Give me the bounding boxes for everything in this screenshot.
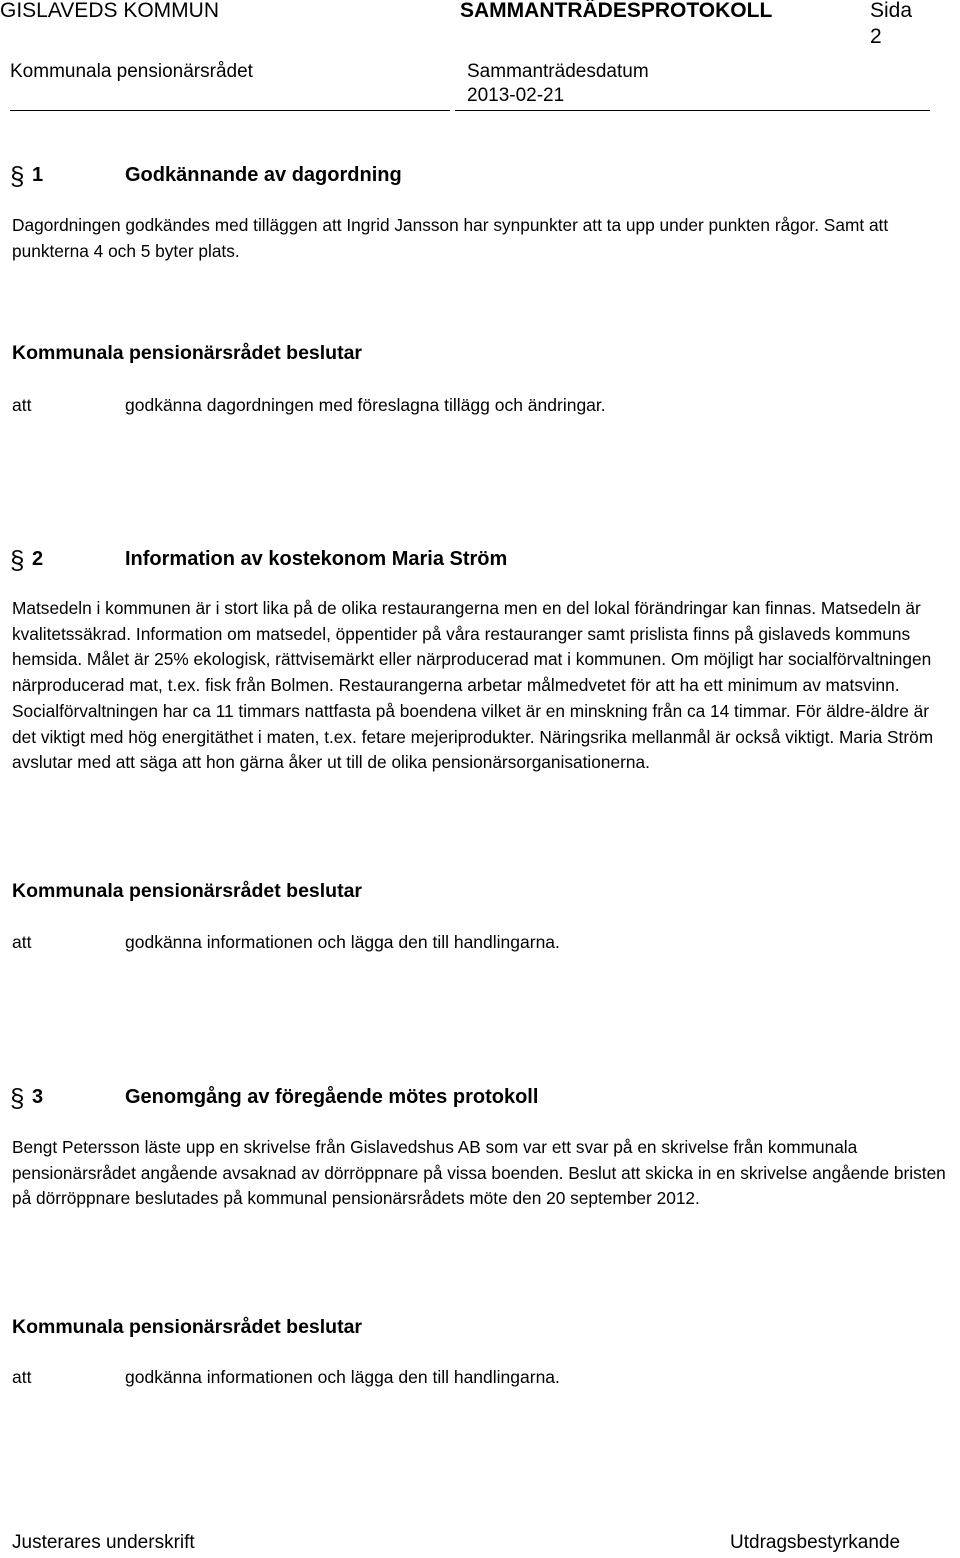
section-body: Matsedeln i kommunen är i stort lika på de olika restaurangerna men en del lokal förändringar kan finnas. Matsedeln är kvalitetssäkrad. Information om matsedel, öppentider på våra restauranger samt prislista finns på gislaveds kommuns hemsida. Målet är 25% ekologisk, rättvisemärkt eller närproducerad mat i kommunen. Om möjligt har socialförvaltningen närproducerad mat, t.ex. fisk från Bolmen. Restaurangerna arbetar målmedvetet för att ha ett minimum av matsvinn. Socialförvaltningen har ca 11 timmars nattfasta på boendena vilket är en minskning från ca 14 timmar. För äldre-äldre är det viktigt med hög energitäthet i maten, t.ex. fetare mejeriprodukter. Näringsrika mellanmål är också viktigt. Maria Ström avslutar med att säga att hon gärna åker ut till de olika pensionärsorganisationerna.	[12, 598, 934, 773]
decision-heading: Kommunala pensionärsrådet beslutar	[12, 1316, 363, 1338]
header-rule-right	[455, 110, 930, 111]
section-title: Genomgång av föregående mötes protokoll	[125, 1086, 539, 1108]
section-body: Bengt Petersson läste upp en skrivelse från Gislavedshus AB som var ett svar på en skrivelse från kommunala pensionärsrådet angående avsaknad av dörröppnare på vissa boenden. Beslut att skicka in en skrivelse angående bristen på dörröppnare beslutades på kommunal pensionärsrådets möte den 20 september 2012.	[12, 1137, 946, 1209]
decision-heading: Kommunala pensionärsrådet beslutar	[12, 342, 363, 364]
att-label: att	[12, 395, 32, 415]
municipality-name: GISLAVEDS KOMMUN	[0, 0, 219, 22]
paragraph-mark: §	[10, 1083, 25, 1113]
section-number: 2	[32, 548, 44, 570]
certification-label: Utdragsbestyrkande	[730, 1532, 901, 1553]
section-number: 3	[32, 1086, 44, 1108]
section-number: 1	[32, 164, 44, 186]
header-rule-left	[10, 110, 450, 111]
page-label: Sida	[870, 0, 913, 22]
paragraph-mark: §	[10, 545, 25, 575]
decision-heading: Kommunala pensionärsrådet beslutar	[12, 880, 363, 902]
page-number: 2	[870, 25, 882, 48]
att-label: att	[12, 932, 32, 952]
date-label: Sammanträdesdatum	[467, 61, 649, 82]
att-label: att	[12, 1367, 32, 1387]
section-body: Dagordningen godkändes med tilläggen att Ingrid Jansson har synpunkter att ta upp under punkten rågor. Samt att punkterna 4 och 5 byter plats.	[12, 215, 889, 261]
document-type: SAMMANTRÄDESPROTOKOLL	[460, 0, 773, 22]
section-title: Godkännande av dagordning	[125, 164, 402, 186]
paragraph-mark: §	[10, 161, 25, 191]
section-title: Information av kostekonom Maria Ström	[125, 548, 508, 570]
meeting-date: 2013-02-21	[467, 85, 565, 106]
decision-text: godkänna informationen och lägga den till handlingarna.	[125, 1367, 560, 1387]
decision-text: godkänna informationen och lägga den till handlingarna.	[125, 932, 560, 952]
body-name: Kommunala pensionärsrådet	[10, 61, 253, 82]
decision-text: godkänna dagordningen med föreslagna tillägg och ändringar.	[125, 395, 606, 415]
signature-label: Justerares underskrift	[12, 1532, 195, 1553]
